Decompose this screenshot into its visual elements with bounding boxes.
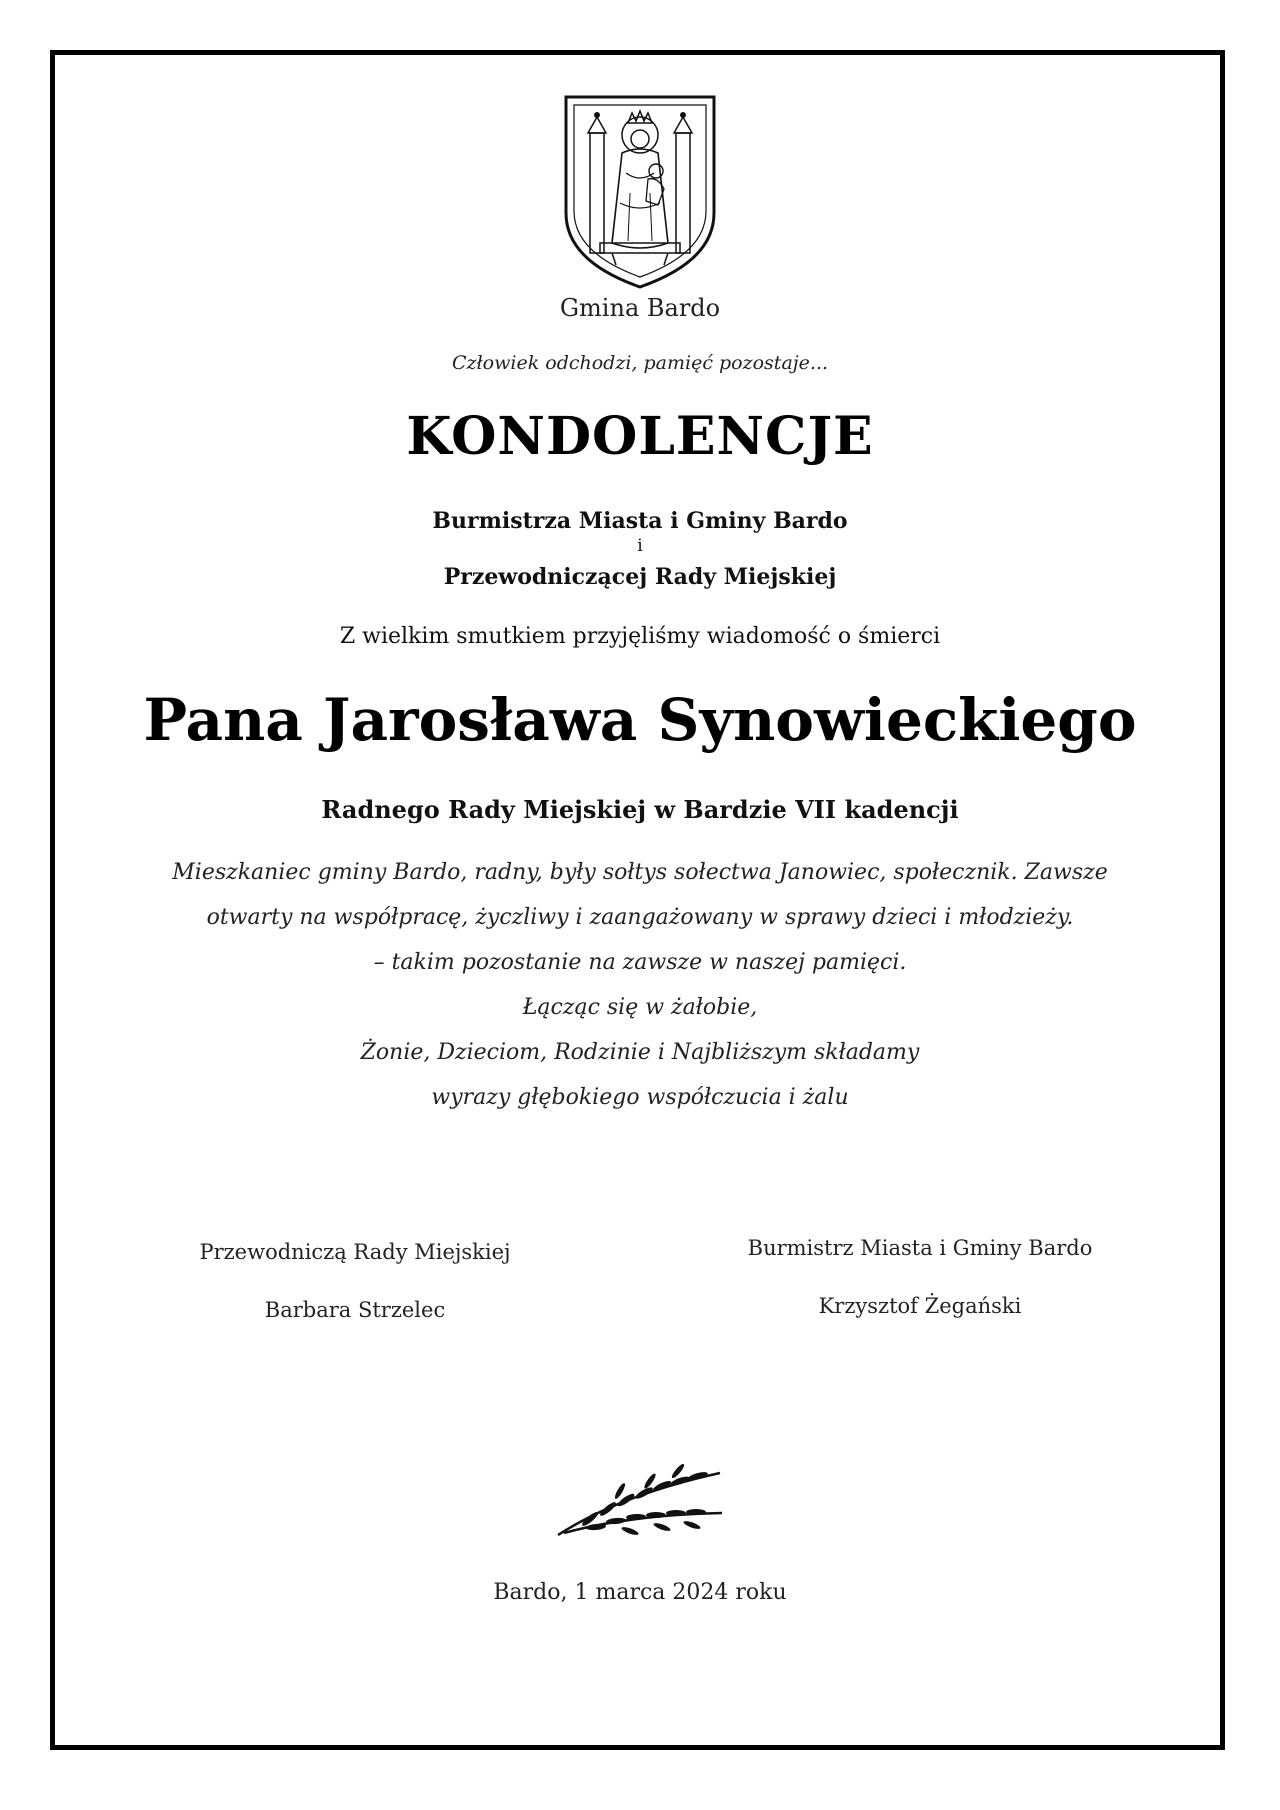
sender-line-1: Burmistrza Miasta i Gminy Bardo: [432, 508, 848, 534]
condolence-line: Mieszkaniec gminy Bardo, radny, były sołtys sołectwa Janowiec, społecznik. Zawsze: [172, 860, 1108, 885]
announcement-intro: Z wielkim smutkiem przyjęliśmy wiadomość o śmierci: [339, 624, 941, 649]
condolence-line: wyrazy głębokiego współczucia i żalu: [431, 1085, 849, 1110]
signature-left-name: Barbara Strzelec: [264, 1298, 446, 1322]
deceased-role: Radnego Rady Miejskiej w Bardzie VII kadencji: [321, 795, 959, 824]
condolence-text: [0, 850, 1280, 1120]
municipality-name: Gmina Bardo: [559, 294, 721, 322]
signature-right: [690, 1236, 1150, 1318]
signature-right-name: Krzysztof Żegański: [818, 1294, 1022, 1318]
signature-right-title: Burmistrz Miasta i Gminy Bardo: [747, 1236, 1093, 1260]
wheat-ears-icon: [550, 1455, 730, 1545]
place-and-date: Bardo, 1 marca 2024 roku: [493, 1580, 787, 1605]
sender-line-2: Przewodniczącej Rady Miejskiej: [443, 564, 837, 590]
condolence-line: Żonie, Dzieciom, Rodzinie i Najbliższym składamy: [360, 1040, 920, 1065]
sender-conjunction: i: [637, 536, 643, 556]
signature-left-title: Przewodniczą Rady Miejskiej: [199, 1240, 511, 1264]
condolence-line: – takim pozostanie na zawsze w naszej pamięci.: [373, 950, 907, 975]
condolence-line: Łącząc się w żałobie,: [522, 995, 758, 1020]
signature-left: [160, 1240, 550, 1322]
condolence-line: otwarty na współpracę, życzliwy i zaangażowany w sprawy dzieci i młodzieży.: [206, 905, 1074, 930]
motto: Człowiek odchodzi, pamięć pozostaje...: [451, 352, 829, 374]
deceased-name: Pana Jarosława Synowieckiego: [143, 686, 1137, 754]
page-title: KONDOLENCJE: [406, 406, 874, 467]
coat-of-arms-icon: [560, 93, 720, 291]
